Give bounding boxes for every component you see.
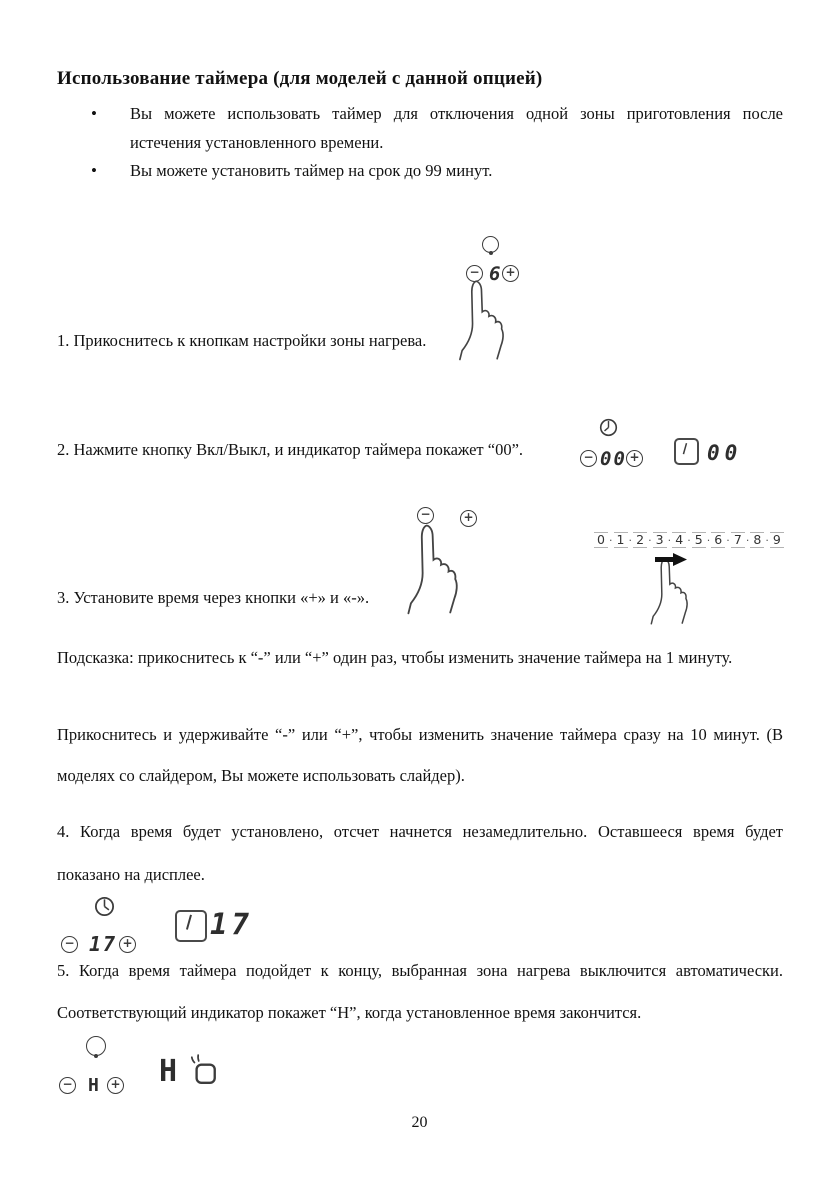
plus-button-icon: + (626, 450, 643, 467)
plus-button-icon: + (119, 936, 136, 953)
bullet-list (57, 100, 783, 186)
zone-level-digit: 6 (489, 263, 503, 285)
figure-adjust-buttons (410, 502, 520, 617)
slider-number: 0 (594, 532, 608, 548)
timer-clock-icon (94, 896, 115, 917)
bullet-item: • Вы можете использовать таймер для отключения одной зоны приготовления после истечения установленного времени. (57, 100, 783, 157)
hand-icon (644, 557, 692, 625)
tip-text-1: Подсказка: прикоснитесь к “-” или “+” один раз, чтобы изменить значение таймера на 1 минуту. (57, 648, 733, 667)
plus-button-icon: + (502, 265, 519, 282)
slider-separator: · (687, 533, 691, 547)
slider-number: 9 (770, 532, 784, 548)
plus-button-icon: + (107, 1077, 124, 1094)
zone-indicator-letter: H (88, 1075, 101, 1096)
slider-arrow-icon (655, 552, 689, 567)
slider-number: 7 (731, 532, 745, 548)
slider-separator: · (706, 533, 711, 547)
slider-scale (594, 532, 784, 548)
figure-timer-end (55, 1034, 235, 1096)
timer-display-digits: 17 (210, 907, 253, 941)
slider-separator: · (628, 533, 633, 547)
slider-number: 3 (653, 532, 667, 548)
slider-separator: · (745, 533, 750, 547)
minus-button-icon: − (61, 936, 78, 953)
slider-number: 8 (750, 532, 764, 548)
slider-separator: · (648, 533, 652, 547)
timer-display-icon (175, 910, 207, 942)
timer-display-icon (674, 438, 699, 465)
slider-number: 2 (633, 532, 647, 548)
slider-number: 1 (614, 532, 628, 548)
timer-clock-icon (599, 418, 618, 437)
step-2-text: 2. Нажмите кнопку Вкл/Выкл, и индикатор таймера покажет “00”. (57, 440, 524, 459)
zone-indicator-icon (482, 236, 499, 253)
minus-button-icon: − (580, 450, 597, 467)
minus-button-icon: − (417, 507, 434, 524)
page-number: 20 (411, 1114, 428, 1131)
slider-separator: · (609, 533, 613, 547)
timer-value: 17 (89, 932, 118, 956)
hand-icon (400, 523, 462, 615)
timer-display-digits: 00 (707, 441, 743, 465)
step-3-text: 3. Установите время через кнопки «+» и «-». (57, 588, 370, 607)
slider-number: 6 (711, 532, 725, 548)
slider-separator: · (726, 533, 730, 547)
zone-indicator-icon (86, 1036, 106, 1056)
bullet-item: • Вы можете установить таймер на срок до 99 минут. (57, 157, 783, 186)
step-4-text: 4. Когда время будет установлено, отсчет начнется незамедлительно. Оставшееся время будет показано на дисплее. (57, 822, 783, 884)
minus-button-icon: − (466, 265, 483, 282)
timer-value: 00 (600, 448, 627, 470)
slider-number: 4 (672, 532, 686, 548)
slider-number: 5 (692, 532, 706, 548)
slider-separator: · (667, 533, 672, 547)
figure-timer-zero (580, 418, 810, 478)
hot-indicator-letter: H (159, 1054, 180, 1089)
minus-button-icon: − (59, 1077, 76, 1094)
figure-slider (592, 530, 804, 620)
figure-zone-select (455, 234, 565, 364)
step-1-text: 1. Прикоснитесь к кнопкам настройки зоны нагрева. (57, 331, 427, 350)
slider-separator: · (765, 533, 769, 547)
figure-timer-running (55, 893, 265, 955)
plus-button-icon: + (460, 510, 477, 527)
hot-surface-icon (187, 1054, 219, 1086)
step-5-text: 5. Когда время таймера подойдет к концу, выбранная зона нагрева выключится автоматически. Соответствующий индикатор покажет “Н”, когда установленное время закончится. (57, 961, 783, 1022)
hand-icon (451, 279, 509, 361)
tip-text-2: Прикоснитесь и удерживайте “-” или “+”, чтобы изменить значение таймера сразу на 10 минут. (В моделях со слайдером, Вы можете использовать слайдер). (57, 725, 783, 785)
page-title: Использование таймера (для моделей с данной опцией) (57, 68, 543, 89)
